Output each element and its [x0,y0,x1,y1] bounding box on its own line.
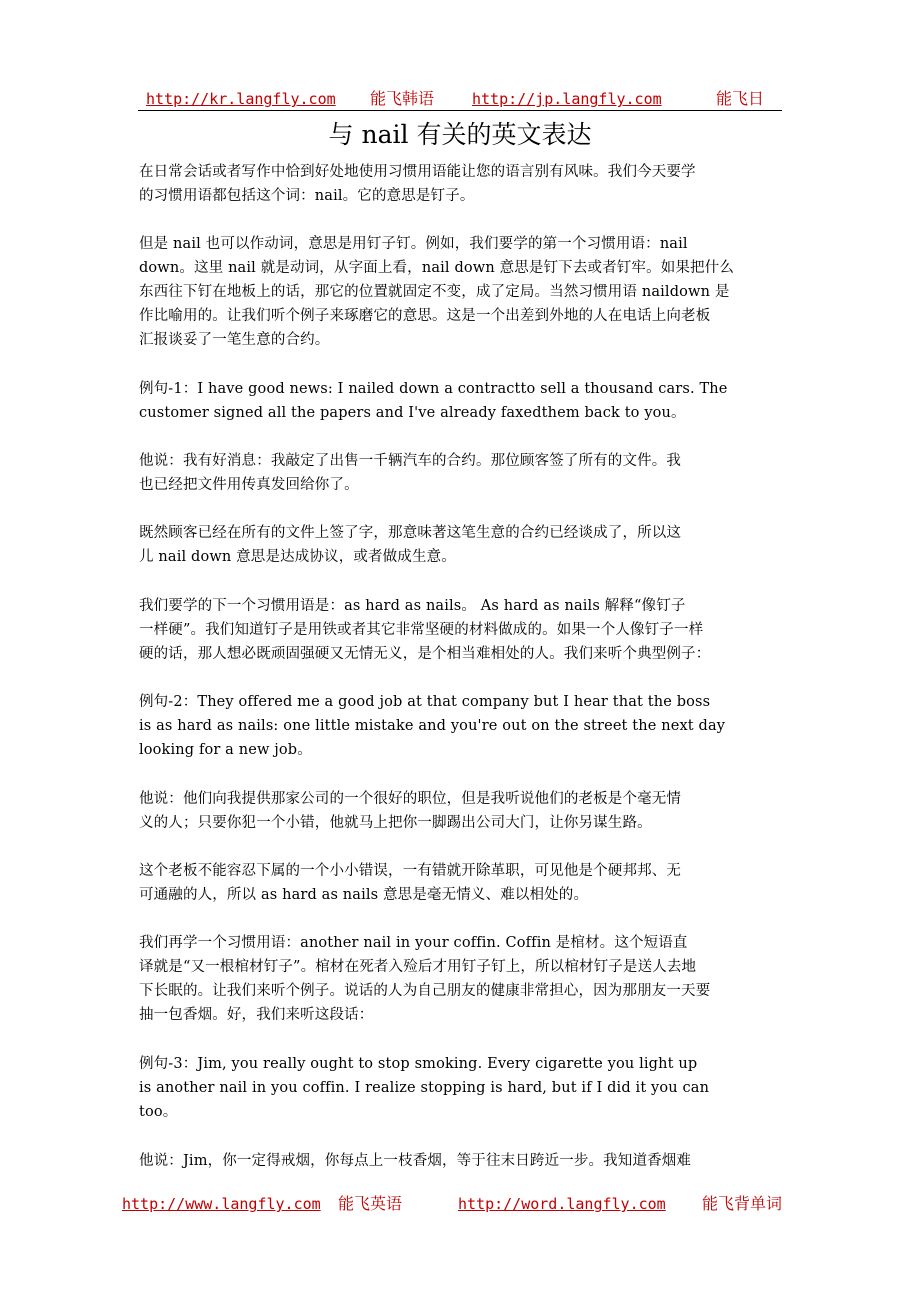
header-label-kr: 能飞韩语 [370,89,435,108]
paragraph-example-1: 例句-1：I have good news: I nailed down a contractto sell a thousand cars. The customer signed all the papers and I've already faxedthem back to you。 [139,381,728,421]
footer-label-words: 能飞背单词 [702,1194,783,1213]
header-link-jp[interactable]: http://jp.langfly.com [472,90,662,108]
document-title: 与 nail 有关的英文表达 [328,120,592,149]
paragraph-coffin: 我们再学一个习惯用语：another nail in your coffin. Coffin 是棺材。这个短语直 译就是“又一根棺材钉子”。棺材在死者入殓后才用钉子钉上，所以棺材钉子是送人去地 下长眠的。让我们来听个例子。说话的人为自己朋友的健康非常担心，因为那朋友一天要 抽一包香烟。好，我们来听这段话： [139,935,711,1023]
paragraph-intro: 在日常会话或者写作中恰到好处地使用习惯用语能让您的语言别有风味。我们今天要学 的习惯用语都包括这个词：nail。它的意思是钉子。 [139,164,696,204]
header-link-kr[interactable]: http://kr.langfly.com [146,90,336,108]
page-footer [122,1192,802,1216]
paragraph-translation-2: 他说：他们向我提供那家公司的一个很好的职位，但是我听说他们的老板是个毫无情 义的人；只要你犯一个小错，他就马上把你一脚踢出公司大门，让你另谋生路。 [139,791,682,831]
page-header [138,88,782,111]
paragraph-translation-3: 他说：Jim，你一定得戒烟，你每点上一枝香烟，等于往末日跨近一步。我知道香烟难 [139,1153,692,1169]
paragraph-hard-as-nails: 我们要学的下一个习惯用语是：as hard as nails。 As hard as nails 解释“像钉子 一样硬”。我们知道钉子是用铁或者其它非常坚硬的材料做成的。如果一个人像钉子一样 硬的话，那人想必既顽固强硬又无情无义，是个相当难相处的人。我们来听个典型例子： [139,598,711,662]
paragraph-example-2: 例句-2：They offered me a good job at that company but I hear that the boss is as hard as nails: one little mistake and you're out on the street the next day looking for a new job。 [139,694,726,758]
paragraph-translation-1: 他说：我有好消息：我敲定了出售一千辆汽车的合约。那位顾客签了所有的文件。我 也已经把文件用传真发回给你了。 [139,453,682,493]
paragraph-example-3: 例句-3：Jim, you really ought to stop smoking. Every cigarette you light up is another nail in you coffin. I realize stopping is hard, but if I did it you can too。 [139,1056,710,1120]
paragraph-nail-down: 但是 nail 也可以作动词，意思是用钉子钉。例如，我们要学的第一个习惯用语：nail down。这里 nail 就是动词，从字面上看，nail down 意思是钉下去或者钉牢。如果把什么 东西往下钉在地板上的话，那它的位置就固定不变，成了定局。当然习惯用语 naildown 是 作比喻用的。让我们听个例子来琢磨它的意思。这是一个出差到外地的人在电话上向老板 汇报谈妥了一笔生意的合约。 [139,236,734,348]
header-label-jp: 能飞日 [716,89,765,108]
footer-link-word[interactable]: http://word.langfly.com [458,1195,666,1213]
paragraph-explanation-2: 这个老板不能容忍下属的一个小小错误，一有错就开除革职，可见他是个硬邦邦、无 可通融的人，所以 as hard as nails 意思是毫无情义、难以相处的。 [139,863,682,903]
footer-link-www[interactable]: http://www.langfly.com [122,1195,321,1213]
footer-label-english: 能飞英语 [338,1194,403,1213]
paragraph-explanation-1: 既然顾客已经在所有的文件上签了字，那意味著这笔生意的合约已经谈成了，所以这 儿 nail down 意思是达成协议，或者做成生意。 [139,525,682,565]
